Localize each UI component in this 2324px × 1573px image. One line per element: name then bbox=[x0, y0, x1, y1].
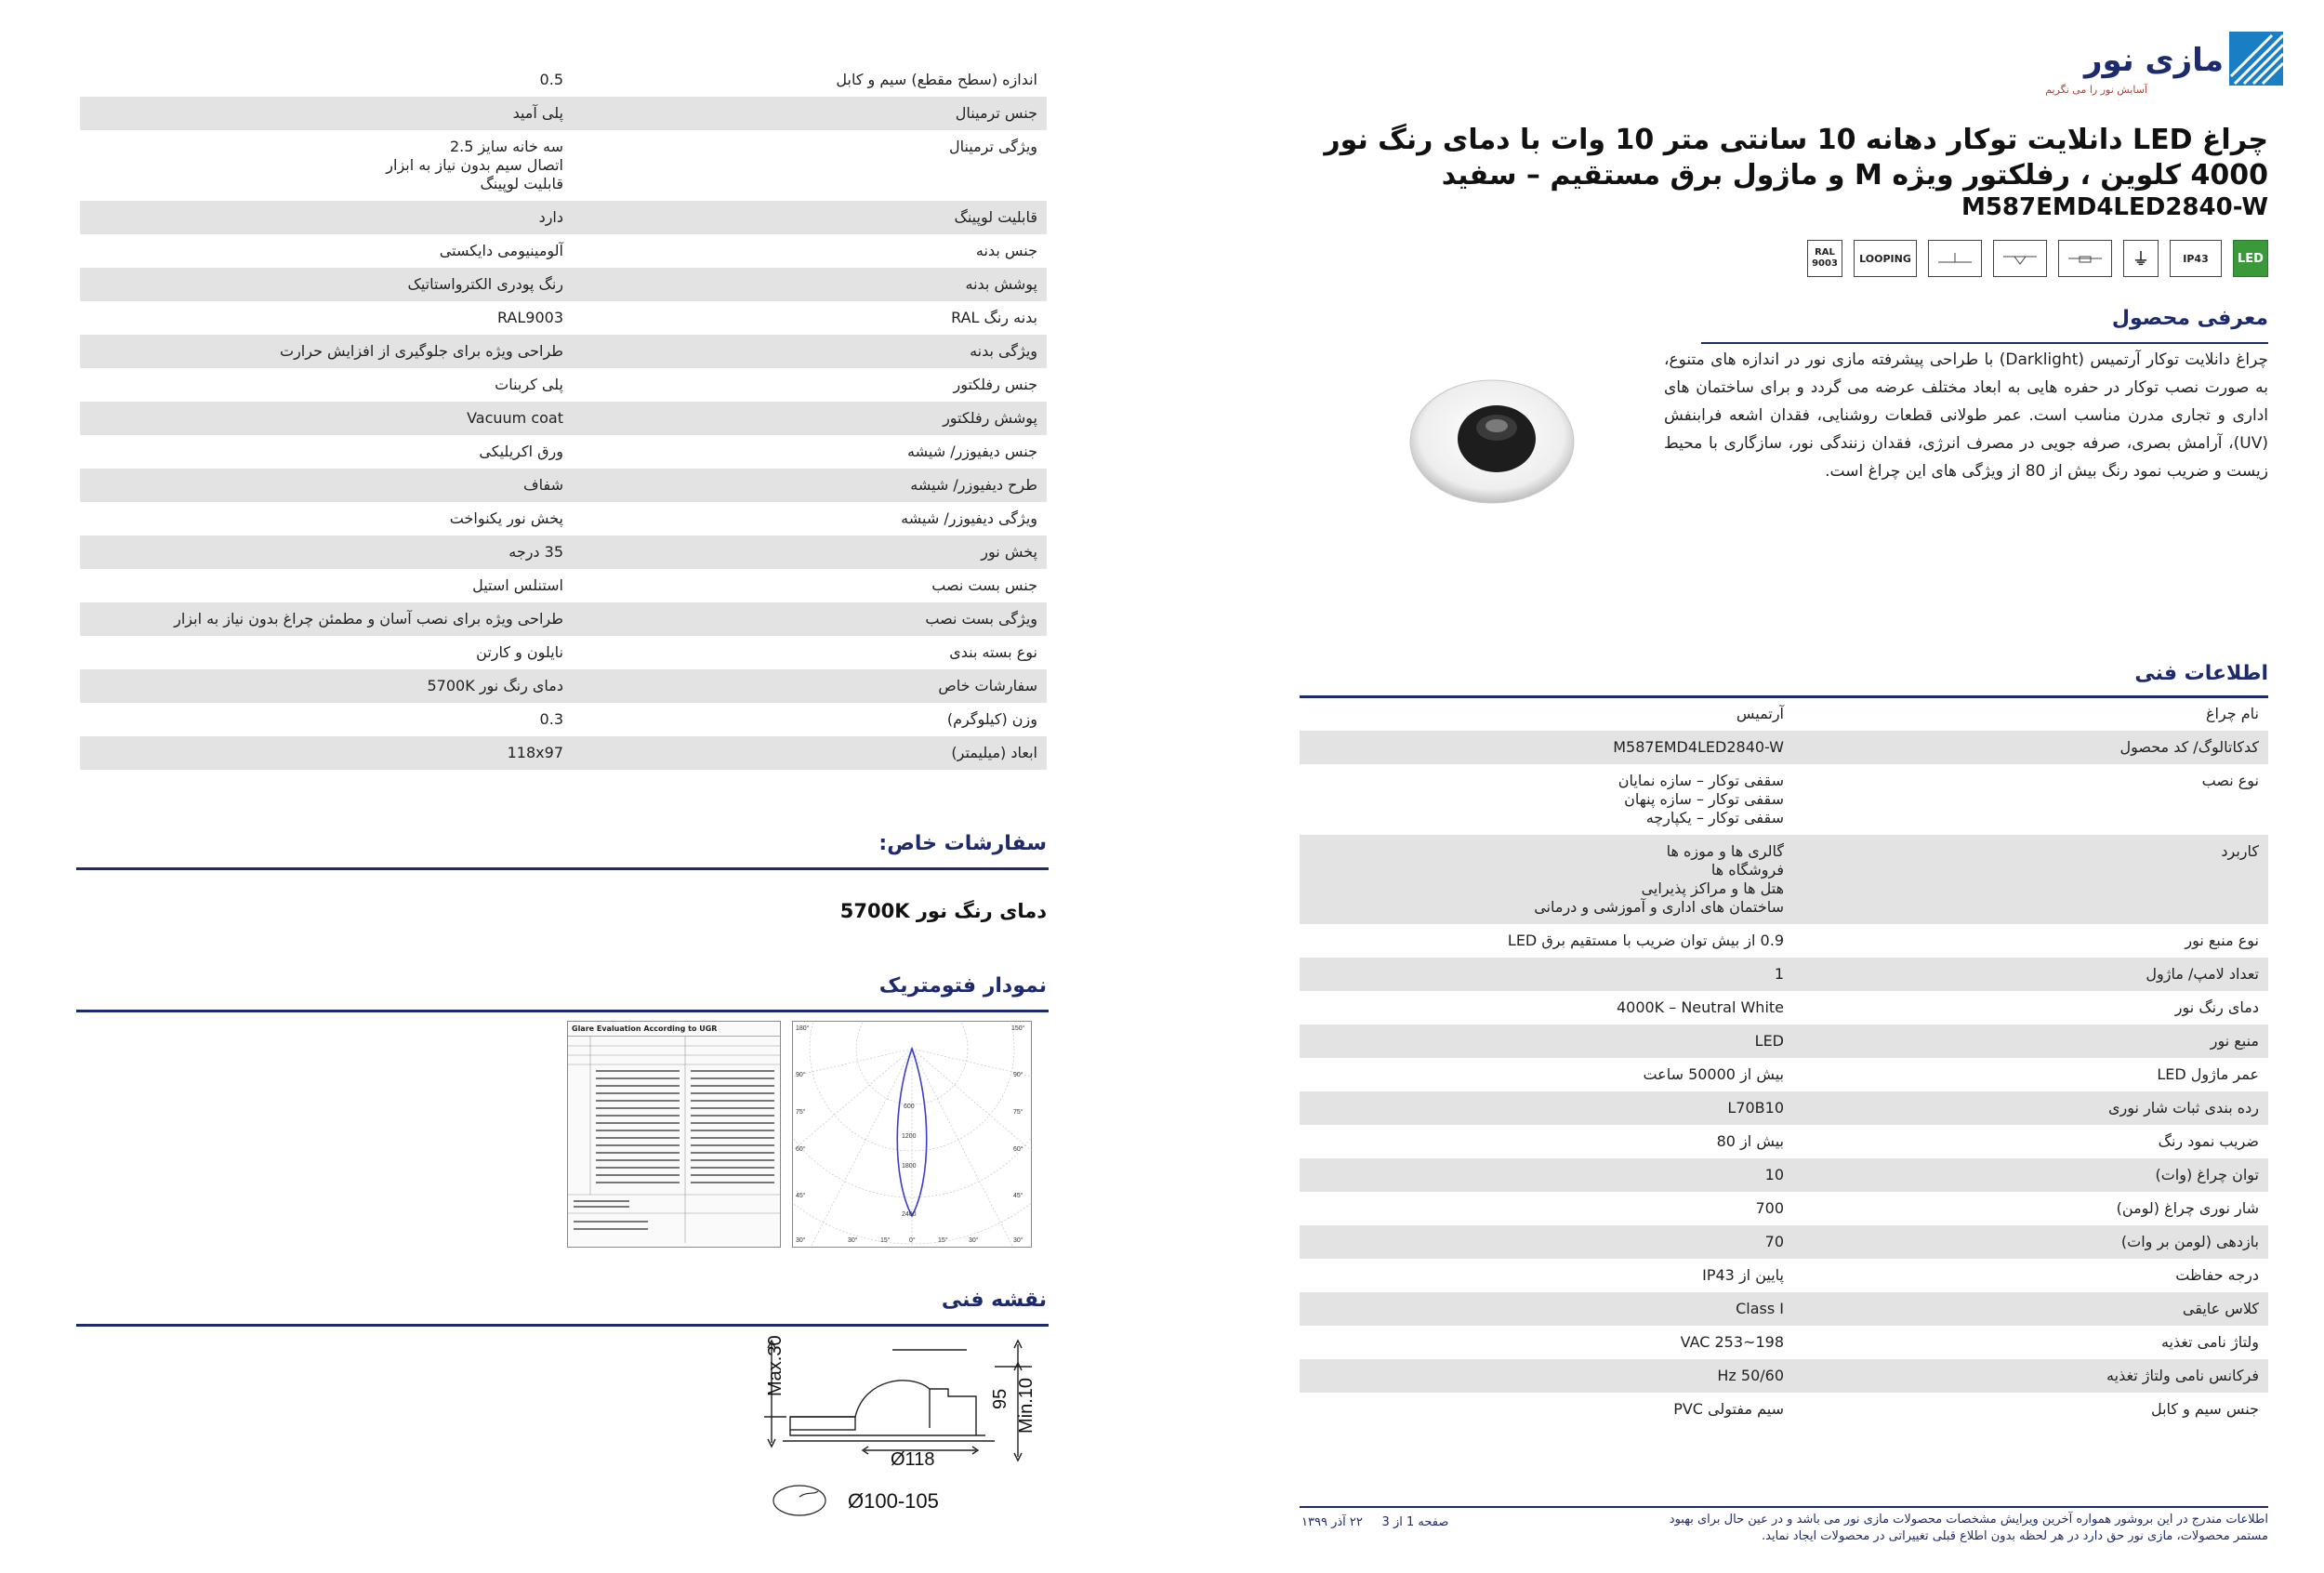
specs-table bbox=[80, 63, 1047, 770]
tech-value: 198~253 VAC bbox=[1680, 1333, 1784, 1351]
earth-icon: ⏚ bbox=[2123, 240, 2159, 277]
footer-date: ۲۲ آذر ۱۳۹۹ bbox=[1301, 1515, 1363, 1529]
tech-row bbox=[1300, 958, 2268, 991]
tech-row bbox=[1300, 697, 2268, 731]
tech-value: پایین از IP43 bbox=[1702, 1266, 1784, 1284]
spec-label: ویژگی ترمینال bbox=[948, 138, 1037, 155]
polar-label-right-2: 75° bbox=[1013, 1109, 1023, 1116]
tech-label: نوع منبع نور bbox=[2185, 932, 2259, 949]
tech-row bbox=[1300, 731, 2268, 764]
tech-label: کاربرد bbox=[2221, 842, 2259, 860]
spec-row bbox=[80, 130, 1047, 201]
tech-value: 10 bbox=[1764, 1166, 1784, 1183]
tech-row bbox=[1300, 1058, 2268, 1091]
footer-page-number: صفحه 1 از 3 bbox=[1381, 1515, 1449, 1529]
tech-label: تعداد لامپ/ ماژول bbox=[2146, 965, 2259, 983]
tech-label: کدکاتالوگ/ کد محصول bbox=[2119, 738, 2259, 756]
tech-row bbox=[1300, 1125, 2268, 1158]
tech-label: منبع نور bbox=[2210, 1032, 2259, 1050]
spec-row bbox=[80, 63, 1047, 97]
spec-row bbox=[80, 435, 1047, 469]
brand-tagline: آسایش نور را می نگریم bbox=[2045, 84, 2147, 96]
polar-bottom-0: 30° bbox=[848, 1237, 858, 1244]
ugr-grid bbox=[568, 1037, 780, 1243]
polar-diagram bbox=[792, 1021, 1032, 1248]
spec-label: جنس بدنه bbox=[975, 242, 1037, 259]
ral-icon: RAL 9003 bbox=[1807, 240, 1842, 277]
photometric-title: نمودار فتومتریک bbox=[878, 974, 1047, 998]
spec-row bbox=[80, 97, 1047, 130]
ugr-table-title: Glare Evaluation According to UGR bbox=[568, 1022, 780, 1037]
special-orders-divider bbox=[76, 867, 1049, 870]
spec-label: وزن (کیلوگرم) bbox=[946, 710, 1037, 728]
spec-row bbox=[80, 301, 1047, 335]
spec-row bbox=[80, 368, 1047, 402]
spec-row bbox=[80, 469, 1047, 502]
product-code: M587EMD4LED2840-W bbox=[1961, 193, 2268, 221]
tech-row bbox=[1300, 1091, 2268, 1125]
spec-label: جنس دیفیوزر/ شیشه bbox=[907, 443, 1037, 460]
polar-label-right-0: 150° bbox=[1011, 1025, 1025, 1032]
spec-label: ویژگی دیفیوزر/ شیشه bbox=[901, 509, 1037, 527]
cutout-icon bbox=[773, 1486, 825, 1515]
spec-row bbox=[80, 602, 1047, 636]
tech-value: آرتمیس bbox=[1736, 705, 1784, 722]
spec-row bbox=[80, 569, 1047, 602]
polar-bottom-4: 30° bbox=[969, 1237, 979, 1244]
tech-row bbox=[1300, 1326, 2268, 1359]
drawing-max-label: Max.30 bbox=[765, 1335, 786, 1396]
spec-row bbox=[80, 402, 1047, 435]
polar-label-right-3: 60° bbox=[1013, 1146, 1023, 1153]
polar-bottom-3: 15° bbox=[938, 1237, 948, 1244]
tech-row bbox=[1300, 1292, 2268, 1326]
spec-row bbox=[80, 502, 1047, 535]
tech-value: 70 bbox=[1764, 1233, 1784, 1250]
drawing-title: نقشه فنی bbox=[941, 1289, 1047, 1312]
tech-label: ضریب نمود رنگ bbox=[2158, 1132, 2259, 1150]
spec-label: بدنه رنگ RAL bbox=[951, 309, 1037, 326]
mount-a-icon bbox=[2058, 240, 2112, 277]
spec-label: ابعاد (میلیمتر) bbox=[951, 744, 1037, 761]
tech-label: نوع نصب bbox=[2201, 772, 2259, 789]
tech-title: اطلاعات فنی bbox=[2134, 662, 2268, 685]
feature-icons bbox=[1807, 240, 2268, 277]
mount-b-icon bbox=[1993, 240, 2047, 277]
tech-row bbox=[1300, 924, 2268, 958]
spec-value: نایلون و کارتن bbox=[476, 643, 563, 661]
mount-c-icon bbox=[1928, 240, 1982, 277]
spec-label: قابلیت لوپینگ bbox=[954, 208, 1037, 226]
polar-value-3: 2400 bbox=[902, 1211, 917, 1218]
spec-value: 0.5 bbox=[539, 71, 563, 88]
spec-value: سه خانه سایز 2.5 اتصال سیم بدون نیاز به ابزار قابلیت لوپینگ bbox=[386, 138, 563, 192]
tech-value: 1 bbox=[1774, 965, 1784, 983]
product-title: چراغ LED دانلایت توکار دهانه 10 سانتی متر 10 وات با دمای رنگ نور 4000 کلوین ، رفلکتور ویژه M و ماژول برق مستقیم – سفید bbox=[1324, 124, 2268, 192]
tech-value: M587EMD4LED2840-W bbox=[1613, 738, 1784, 756]
tech-row bbox=[1300, 1158, 2268, 1192]
brand-name: مازی نور bbox=[2083, 42, 2224, 79]
spec-row bbox=[80, 736, 1047, 770]
polar-label-left-0: 180° bbox=[796, 1025, 810, 1032]
spec-label: جنس رفلکتور bbox=[953, 376, 1037, 393]
intro-divider bbox=[1701, 342, 2268, 344]
led-icon: LED bbox=[2233, 240, 2268, 277]
intro-title: معرفی محصول bbox=[2111, 307, 2268, 330]
tech-row bbox=[1300, 1393, 2268, 1426]
polar-label-left-1: 90° bbox=[796, 1072, 806, 1078]
ip43-icon: IP43 bbox=[2170, 240, 2222, 277]
drawing-height-label: 95 bbox=[990, 1388, 1010, 1409]
footer-divider bbox=[1300, 1506, 2268, 1508]
tech-value: 4000K – Neutral White bbox=[1616, 998, 1784, 1016]
drawing-divider bbox=[76, 1324, 1049, 1327]
tech-value: L70B10 bbox=[1727, 1099, 1784, 1117]
tech-label: شار نوری چراغ (لومن) bbox=[2116, 1199, 2259, 1217]
photometric-divider bbox=[76, 1010, 1049, 1012]
tech-row bbox=[1300, 1192, 2268, 1225]
spec-value: RAL9003 bbox=[496, 309, 563, 326]
polar-label-left-3: 60° bbox=[796, 1146, 806, 1153]
spec-row bbox=[80, 669, 1047, 703]
polar-label-right-4: 45° bbox=[1013, 1193, 1023, 1199]
tech-value: بیش از 80 bbox=[1716, 1132, 1784, 1150]
tech-label: درجه حفاظت bbox=[2175, 1266, 2259, 1284]
drawing-min-label: Min.10 bbox=[1016, 1377, 1037, 1434]
tech-label: نام چراغ bbox=[2205, 705, 2259, 722]
tech-label: فرکانس نامی ولتاژ تغذیه bbox=[2106, 1367, 2259, 1384]
special-orders-text: دمای رنگ نور 5700K bbox=[839, 900, 1047, 922]
spec-label: نوع بسته بندی bbox=[949, 643, 1037, 661]
tech-label: جنس سیم و کابل bbox=[2150, 1400, 2259, 1418]
spec-label: پخش نور bbox=[981, 543, 1037, 561]
ugr-table bbox=[567, 1021, 781, 1248]
tech-label: بازدهی (لومن بر وات) bbox=[2120, 1233, 2259, 1250]
tech-value: 50/60 Hz bbox=[1717, 1367, 1784, 1384]
tech-value: گالری ها و موزه ها فروشگاه ها هتل ها و مراکز پذیرایی ساختمان های اداری و آموزشی و درمانی bbox=[1534, 842, 1784, 916]
tech-row bbox=[1300, 991, 2268, 1024]
spec-row bbox=[80, 636, 1047, 669]
spec-row bbox=[80, 268, 1047, 301]
tech-row bbox=[1300, 1259, 2268, 1292]
spec-row bbox=[80, 535, 1047, 569]
tech-value: سقفی توکار – سازه نمایان سقفی توکار – سازه پنهان سقفی توکار – یکپارچه bbox=[1618, 772, 1784, 826]
spec-label: پوشش بدنه bbox=[965, 275, 1037, 293]
spec-value: 35 درجه bbox=[508, 543, 563, 561]
spec-row bbox=[80, 703, 1047, 736]
tech-table bbox=[1300, 697, 2268, 1426]
spec-label: ویژگی بدنه bbox=[970, 342, 1037, 360]
footer-note: اطلاعات مندرج در این بروشور همواره آخرین ویرایش مشخصات محصولات مازی نور می باشد و در عین حال برای بهبود مستمر محصولات، مازی نور حق دارد در هر لحظه بدون اطلاع قبلی تغییراتی در محصولات ایجاد نماید. bbox=[1669, 1513, 2268, 1543]
technical-drawing bbox=[762, 1331, 1050, 1550]
tech-value: 0.9 از بیش توان ضریب با مستقیم برق LED bbox=[1507, 932, 1784, 949]
spec-value: طراحی ویژه برای جلوگیری از افزایش حرارت bbox=[280, 342, 563, 360]
spec-row bbox=[80, 234, 1047, 268]
spec-label: پوشش رفلکتور bbox=[943, 409, 1037, 427]
tech-row bbox=[1300, 1225, 2268, 1259]
polar-value-1: 1200 bbox=[902, 1133, 917, 1140]
spec-value: پخش نور یکنواخت bbox=[449, 509, 563, 527]
spec-value: استنلس استیل bbox=[472, 576, 563, 594]
spec-value: پلی کربنات bbox=[495, 376, 563, 393]
tech-label: رده بندی ثبات شار نوری bbox=[2108, 1099, 2259, 1117]
intro-text: چراغ دانلایت توکار آرتمیس (Darklight) با طراحی پیشرفته مازی نور در اندازه های متنوع، به صورت نصب توکار در حفره هایی به ابعاد مختلف عرضه می گردد و برای ساختمان های اداری و تجاری مدرن مناسب است. عمر طولانی قطعات روشنایی، فقدان اشعه فرابنفش (UV)، آرامش بصری، صرفه جویی در مصرف انرژی، فقدان زنندگی نور، سازگاری با محیط زیست و ضریب نمود رنگ بیش از 80 از ویژگی های این چراغ است. bbox=[1664, 350, 2268, 481]
polar-label-left-4: 45° bbox=[796, 1193, 806, 1199]
spec-value: پلی آمید bbox=[512, 104, 563, 122]
tech-label: ولتاژ نامی تغذیه bbox=[2160, 1333, 2259, 1351]
footer-pagination bbox=[1301, 1515, 1448, 1529]
spec-value: ورق اکریلیکی bbox=[479, 443, 563, 460]
polar-bottom-1: 15° bbox=[880, 1237, 891, 1244]
tech-row bbox=[1300, 1359, 2268, 1393]
spec-value: شفاف bbox=[523, 476, 563, 494]
spec-label: طرح دیفیوزر/ شیشه bbox=[910, 476, 1037, 494]
spec-value: طراحی ویژه برای نصب آسان و مطمئن چراغ بدون نیاز به ابزار bbox=[174, 610, 563, 628]
spec-value: 118x97 bbox=[507, 744, 563, 761]
tech-row bbox=[1300, 835, 2268, 924]
spec-value: رنگ پودری الکترواستاتیک bbox=[407, 275, 563, 293]
tech-row bbox=[1300, 764, 2268, 835]
polar-value-2: 1800 bbox=[902, 1163, 917, 1170]
special-orders-title: سفارشات خاص: bbox=[878, 832, 1047, 855]
polar-label-left-5: 30° bbox=[796, 1237, 806, 1244]
spec-value: دمای رنگ نور 5700K bbox=[427, 677, 563, 694]
spec-label: اندازه (سطح مقطع) سیم و کابل bbox=[836, 71, 1037, 88]
spec-label: جنس ترمینال bbox=[955, 104, 1037, 122]
tech-value: 700 bbox=[1755, 1199, 1784, 1217]
polar-label-left-2: 75° bbox=[796, 1109, 806, 1116]
tech-label: عمر ماژول LED bbox=[2157, 1065, 2259, 1083]
drawing-diameter-label: Ø118 bbox=[891, 1449, 935, 1470]
spec-label: جنس بست نصب bbox=[931, 576, 1037, 594]
polar-label-right-5: 30° bbox=[1013, 1237, 1023, 1244]
tech-row bbox=[1300, 1024, 2268, 1058]
tech-value: بیش از 50000 ساعت bbox=[1643, 1065, 1784, 1083]
tech-label: دمای رنگ نور bbox=[2174, 998, 2259, 1016]
brand-logo bbox=[2008, 28, 2287, 99]
spec-label: ویژگی بست نصب bbox=[925, 610, 1037, 628]
spec-row bbox=[80, 201, 1047, 234]
polar-value-0: 600 bbox=[904, 1104, 915, 1110]
spec-value: دارد bbox=[538, 208, 563, 226]
spec-row bbox=[80, 335, 1047, 368]
spec-value: 0.3 bbox=[539, 710, 563, 728]
looping-icon: LOOPING bbox=[1854, 240, 1917, 277]
polar-label-right-1: 90° bbox=[1013, 1072, 1023, 1078]
tech-value: LED bbox=[1754, 1032, 1784, 1050]
tech-value: سیم مفتولی PVC bbox=[1673, 1400, 1784, 1418]
spec-value: Vacuum coat bbox=[467, 409, 563, 427]
tech-label: توان چراغ (وات) bbox=[2155, 1166, 2259, 1183]
drawing-cutout-label: Ø100-105 bbox=[848, 1489, 939, 1513]
tech-label: کلاس عایقی bbox=[2182, 1300, 2259, 1317]
tech-value: Class I bbox=[1736, 1300, 1784, 1317]
polar-bottom-2: 0° bbox=[909, 1237, 916, 1244]
product-photo bbox=[1404, 372, 1580, 511]
spec-label: سفارشات خاص bbox=[938, 677, 1037, 694]
spec-value: آلومینیومی دایکستی bbox=[439, 242, 563, 259]
